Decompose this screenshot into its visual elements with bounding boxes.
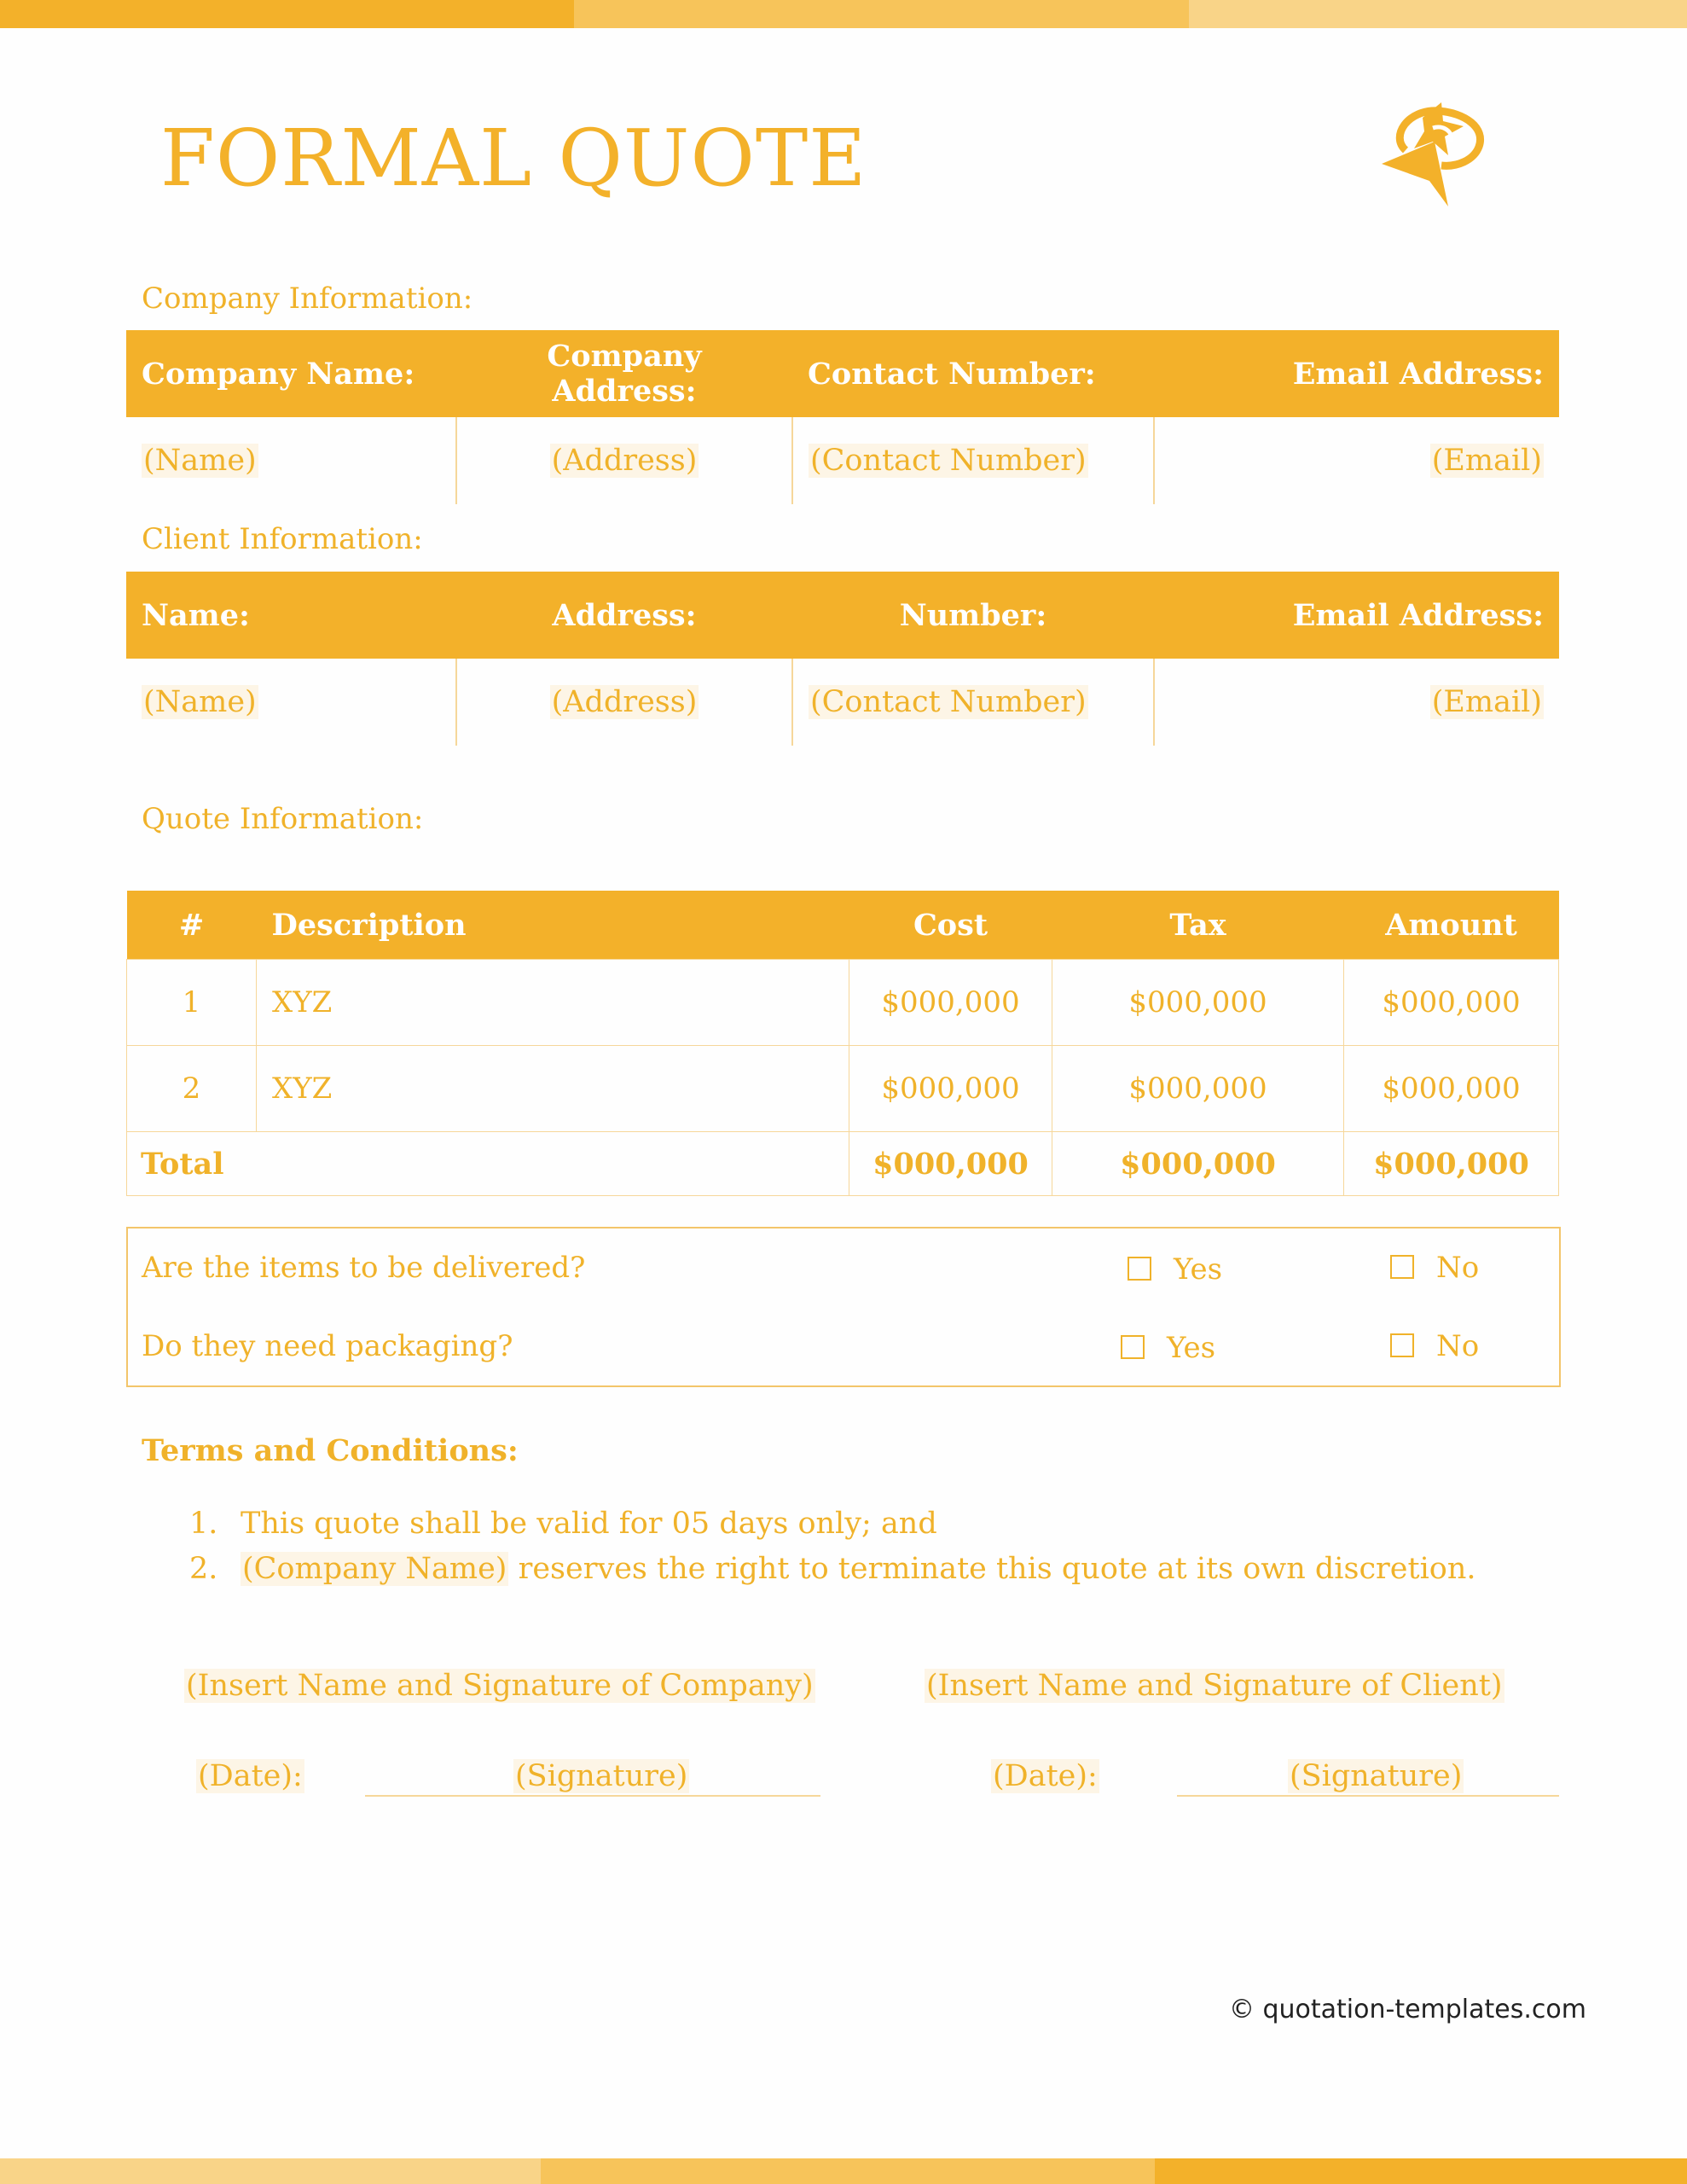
quote-header-cost: Cost xyxy=(849,891,1052,960)
row-tax[interactable]: $000,000 xyxy=(1052,1046,1344,1132)
logo-icon xyxy=(1382,102,1493,206)
terms-title: Terms and Conditions: xyxy=(142,1433,519,1468)
quote-header-amount: Amount xyxy=(1344,891,1559,960)
row-description[interactable]: XYZ xyxy=(257,960,849,1046)
delivery-options-box xyxy=(126,1227,1561,1387)
top-bar-segment xyxy=(0,0,574,28)
quote-info-label: Quote Information: xyxy=(142,802,424,836)
client-contact-field[interactable]: (Contact Number) xyxy=(810,685,1087,719)
quote-table xyxy=(126,891,1559,1196)
company-contact-field[interactable]: (Contact Number) xyxy=(810,444,1087,478)
table-row xyxy=(127,960,1559,1046)
quote-header-description: Description xyxy=(257,891,849,960)
row-cost[interactable]: $000,000 xyxy=(849,960,1052,1046)
client-number-header: Number: xyxy=(792,572,1154,659)
list-item: 1. This quote shall be valid for 05 days only; and xyxy=(189,1507,937,1541)
company-name-placeholder[interactable]: (Company Name) xyxy=(242,1552,507,1586)
row-description[interactable]: XYZ xyxy=(257,1046,849,1132)
row-tax[interactable]: $000,000 xyxy=(1052,960,1344,1046)
client-info-table xyxy=(126,572,1559,746)
client-name-header: Name: xyxy=(126,572,456,659)
row-amount[interactable]: $000,000 xyxy=(1344,1046,1559,1132)
company-email-header: Email Address: xyxy=(1154,330,1559,417)
client-name-field[interactable]: (Name) xyxy=(143,685,257,719)
company-date-field[interactable]: (Date): xyxy=(198,1759,303,1793)
total-cost: $000,000 xyxy=(849,1132,1052,1196)
total-tax: $000,000 xyxy=(1052,1132,1344,1196)
company-info-label: Company Information: xyxy=(142,282,473,316)
signature-line xyxy=(1177,1795,1559,1797)
client-date-field[interactable]: (Date): xyxy=(993,1759,1098,1793)
company-contact-header: Contact Number: xyxy=(792,330,1154,417)
client-email-header: Email Address: xyxy=(1154,572,1559,659)
total-label: Total xyxy=(127,1132,849,1196)
packaging-yes-option[interactable]: Yes xyxy=(1121,1331,1215,1365)
company-signature-field[interactable]: (Insert Name and Signature of Company) xyxy=(186,1669,814,1703)
table-row xyxy=(127,1046,1559,1132)
company-name-header: Company Name: xyxy=(126,330,456,417)
page-title: FORMAL QUOTE xyxy=(160,113,867,204)
client-address-header: Address: xyxy=(456,572,792,659)
row-number: 2 xyxy=(127,1046,257,1132)
company-address-field[interactable]: (Address) xyxy=(551,444,698,478)
top-bar-segment xyxy=(1189,0,1687,28)
top-bar-segment xyxy=(574,0,1189,28)
list-item: 2. (Company Name) reserves the right to terminate this quote at its own discretion. xyxy=(189,1552,1476,1586)
packaging-question: Do they need packaging? xyxy=(142,1329,513,1363)
total-row xyxy=(127,1132,1559,1196)
client-info-label: Client Information: xyxy=(142,522,423,556)
bottom-bar-segment xyxy=(1155,2158,1687,2184)
company-signature-line[interactable]: (Signature) xyxy=(515,1759,688,1793)
terms-list xyxy=(189,1502,1476,1592)
client-signature-line[interactable]: (Signature) xyxy=(1290,1759,1463,1793)
quote-header-number: # xyxy=(127,891,257,960)
company-name-field[interactable]: (Name) xyxy=(143,444,257,478)
row-cost[interactable]: $000,000 xyxy=(849,1046,1052,1132)
checkbox-icon[interactable] xyxy=(1128,1257,1151,1281)
signature-line xyxy=(365,1795,820,1797)
client-address-field[interactable]: (Address) xyxy=(551,685,698,719)
delivery-yes-option[interactable]: Yes xyxy=(1128,1252,1222,1287)
checkbox-icon[interactable] xyxy=(1390,1255,1414,1279)
bottom-bar-segment xyxy=(541,2158,1155,2184)
company-info-table xyxy=(126,330,1559,504)
client-email-field[interactable]: (Email) xyxy=(1431,685,1542,719)
company-address-header: Company Address: xyxy=(456,330,792,417)
checkbox-icon[interactable] xyxy=(1121,1335,1145,1359)
client-signature-field[interactable]: (Insert Name and Signature of Client) xyxy=(926,1669,1503,1703)
checkbox-icon[interactable] xyxy=(1390,1333,1414,1357)
packaging-no-option[interactable]: No xyxy=(1390,1329,1479,1363)
total-amount: $000,000 xyxy=(1344,1132,1559,1196)
bottom-bar-segment xyxy=(0,2158,541,2184)
delivery-no-option[interactable]: No xyxy=(1390,1251,1479,1285)
row-amount[interactable]: $000,000 xyxy=(1344,960,1559,1046)
row-number: 1 xyxy=(127,960,257,1046)
delivery-question: Are the items to be delivered? xyxy=(142,1251,586,1285)
copyright-link[interactable]: © quotation-templates.com xyxy=(1228,1995,1586,2024)
quote-header-tax: Tax xyxy=(1052,891,1344,960)
company-email-field[interactable]: (Email) xyxy=(1431,444,1542,478)
